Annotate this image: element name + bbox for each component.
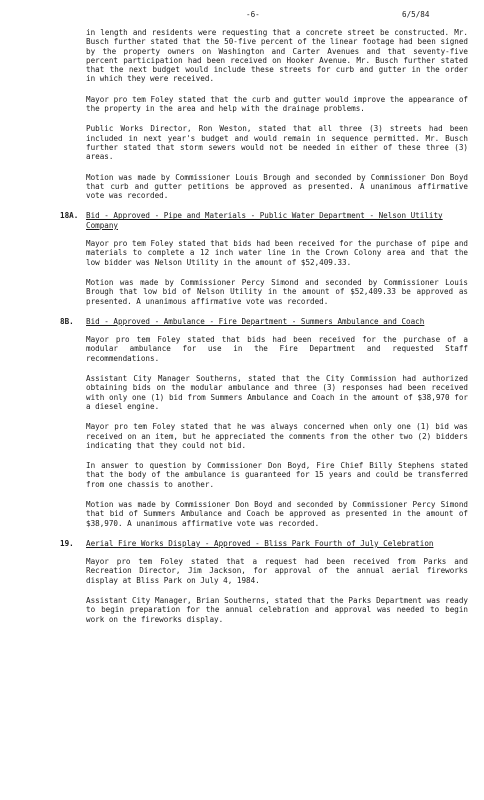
- item-title: Bid - Approved - Ambulance - Fire Department - Summers Ambulance and Coach: [86, 316, 425, 326]
- item-number: 18A.: [60, 211, 79, 221]
- page-number: -6-: [246, 10, 260, 19]
- paragraph: Mayor pro tem Foley stated that bids had been received for the purchase of pipe and materials to complete a 12 inch water line in the Crown Colony area and that the low bidder was Nelson Utility in the amount of $52,409.33.: [86, 239, 468, 267]
- paragraph: Motion was made by Commissioner Louis Brough and seconded by Commissioner Don Boyd that curb and gutter petitions be approved as presented. A unanimous affirmative vote was recorded.: [86, 172, 468, 201]
- paragraph: Mayor pro tem Foley stated that a request had been received from Parks and Recreation Director, Jim Jackson, for approval of the annual aerial fireworks display at Bliss Park on July 4, 1984.: [86, 557, 468, 585]
- paragraph: Assistant City Manager, Brian Southerns, stated that the Parks Department was ready to begin preparation for the annual celebration and approval was needed to begin work on the fireworks display.: [86, 596, 468, 624]
- paragraph: Mayor pro tem Foley stated that bids had been received for the purchase of a modular ambulance for use in the Fire Department and requested Staff recommendations.: [86, 335, 468, 363]
- agenda-item: [0, 211, 484, 305]
- page-header: [0, 10, 484, 22]
- item-title: Bid - Approved - Pipe and Materials - Public Water Department - Nelson Utility Company: [86, 211, 443, 230]
- paragraph: Assistant City Manager Southerns, stated that the City Commission had authorized obtaining bids on the modular ambulance and three (3) responses had been received with only one (1) bid from Summers Ambulance and Coach in the amount of $38,970 for a diesel engine.: [86, 374, 468, 411]
- item-title: Aerial Fire Works Display - Approved - Bliss Park Fourth of July Celebration: [86, 538, 434, 548]
- paragraph: Motion was made by Commissioner Don Boyd and seconded by Commissioner Percy Simond that bid of Summers Ambulance and Coach be approved as presented in the amount of $38,970. A unanimous affirmative vote was recorded.: [86, 499, 468, 528]
- document-body: [0, 28, 484, 635]
- paragraph: Mayor pro tem Foley stated that the curb and gutter would improve the appearance of the property in the area and help with the drainage problems.: [86, 94, 468, 114]
- item-number: 8B.: [60, 316, 74, 326]
- agenda-item: [0, 317, 484, 528]
- item-number: 19.: [60, 538, 74, 548]
- page-date: 6/5/84: [402, 10, 430, 19]
- paragraph: in length and residents were requesting that a concrete street be constructed. Mr. Busch further stated that the 50-five percent of the linear footage had been signed by the property owners on Washington and Carter Avenues and that seventy-five percent participation had been received on Hooker Avenue. Mr. Busch further stated that the next budget would include these streets for curb and gutter in the order in which they were received.: [86, 28, 468, 84]
- agenda-item: [0, 539, 484, 624]
- paragraph: In answer to question by Commissioner Don Boyd, Fire Chief Billy Stephens stated that the body of the ambulance is guaranteed for 15 years and could be transferred from one chassis to another.: [86, 461, 468, 489]
- paragraph: Public Works Director, Ron Weston, stated that all three (3) streets had been included in next year's budget and would remain in sequence permitted. Mr. Busch further stated that storm sewers would not be needed in either of these three (3) areas.: [86, 124, 468, 162]
- paragraph: Motion was made by Commissioner Percy Simond and seconded by Commissioner Louis Brough that low bid of Nelson Utility in the amount of $52,409.33 be approved as presented. A unanimous affirmative vote was recorded.: [86, 277, 468, 306]
- paragraph: Mayor pro tem Foley stated that he was always concerned when only one (1) bid was received on an item, but he appreciated the comments from the other two (2) bidders indicating that they could not bid.: [86, 422, 468, 450]
